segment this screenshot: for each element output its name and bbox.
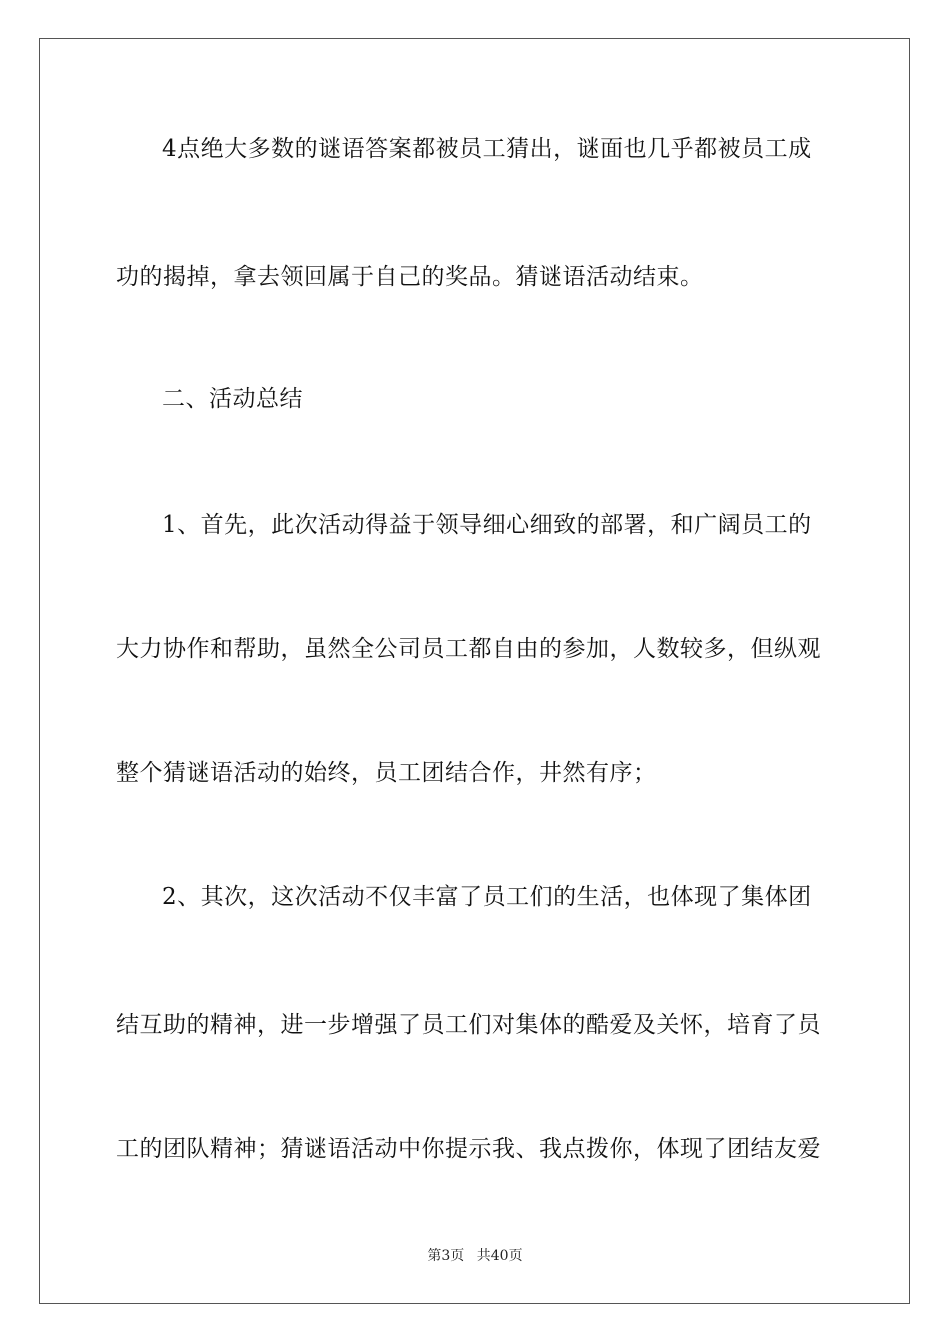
paragraph-line: 4点绝大多数的谜语答案都被员工猜出，谜面也几乎都被员工成 xyxy=(162,136,812,162)
paragraph-line: 2、其次，这次活动不仅丰富了员工们的生活，也体现了集体团 xyxy=(162,884,812,910)
paragraph-line: 1、首先，此次活动得益于领导细心细致的部署，和广阔员工的 xyxy=(162,512,812,538)
page-footer xyxy=(0,1247,950,1265)
paragraph-line: 功的揭掉，拿去领回属于自己的奖品。猜谜语活动结束。 xyxy=(116,264,704,290)
page-number: 第3页 xyxy=(427,1248,465,1264)
paragraph-line: 大力协作和帮助，虽然全公司员工都自由的参加，人数较多，但纵观 xyxy=(116,636,821,662)
paragraph-line: 工的团队精神；猜谜语活动中你提示我、我点拨你，体现了团结友爱 xyxy=(116,1136,821,1162)
page-frame xyxy=(39,38,910,1304)
paragraph-line: 整个猜谜语活动的始终，员工团结合作，井然有序； xyxy=(116,760,657,786)
paragraph-line: 结互助的精神，进一步增强了员工们对集体的酷爱及关怀，培育了员 xyxy=(116,1012,821,1038)
section-heading: 二、活动总结 xyxy=(162,386,303,412)
page-total: 共40页 xyxy=(476,1248,523,1264)
